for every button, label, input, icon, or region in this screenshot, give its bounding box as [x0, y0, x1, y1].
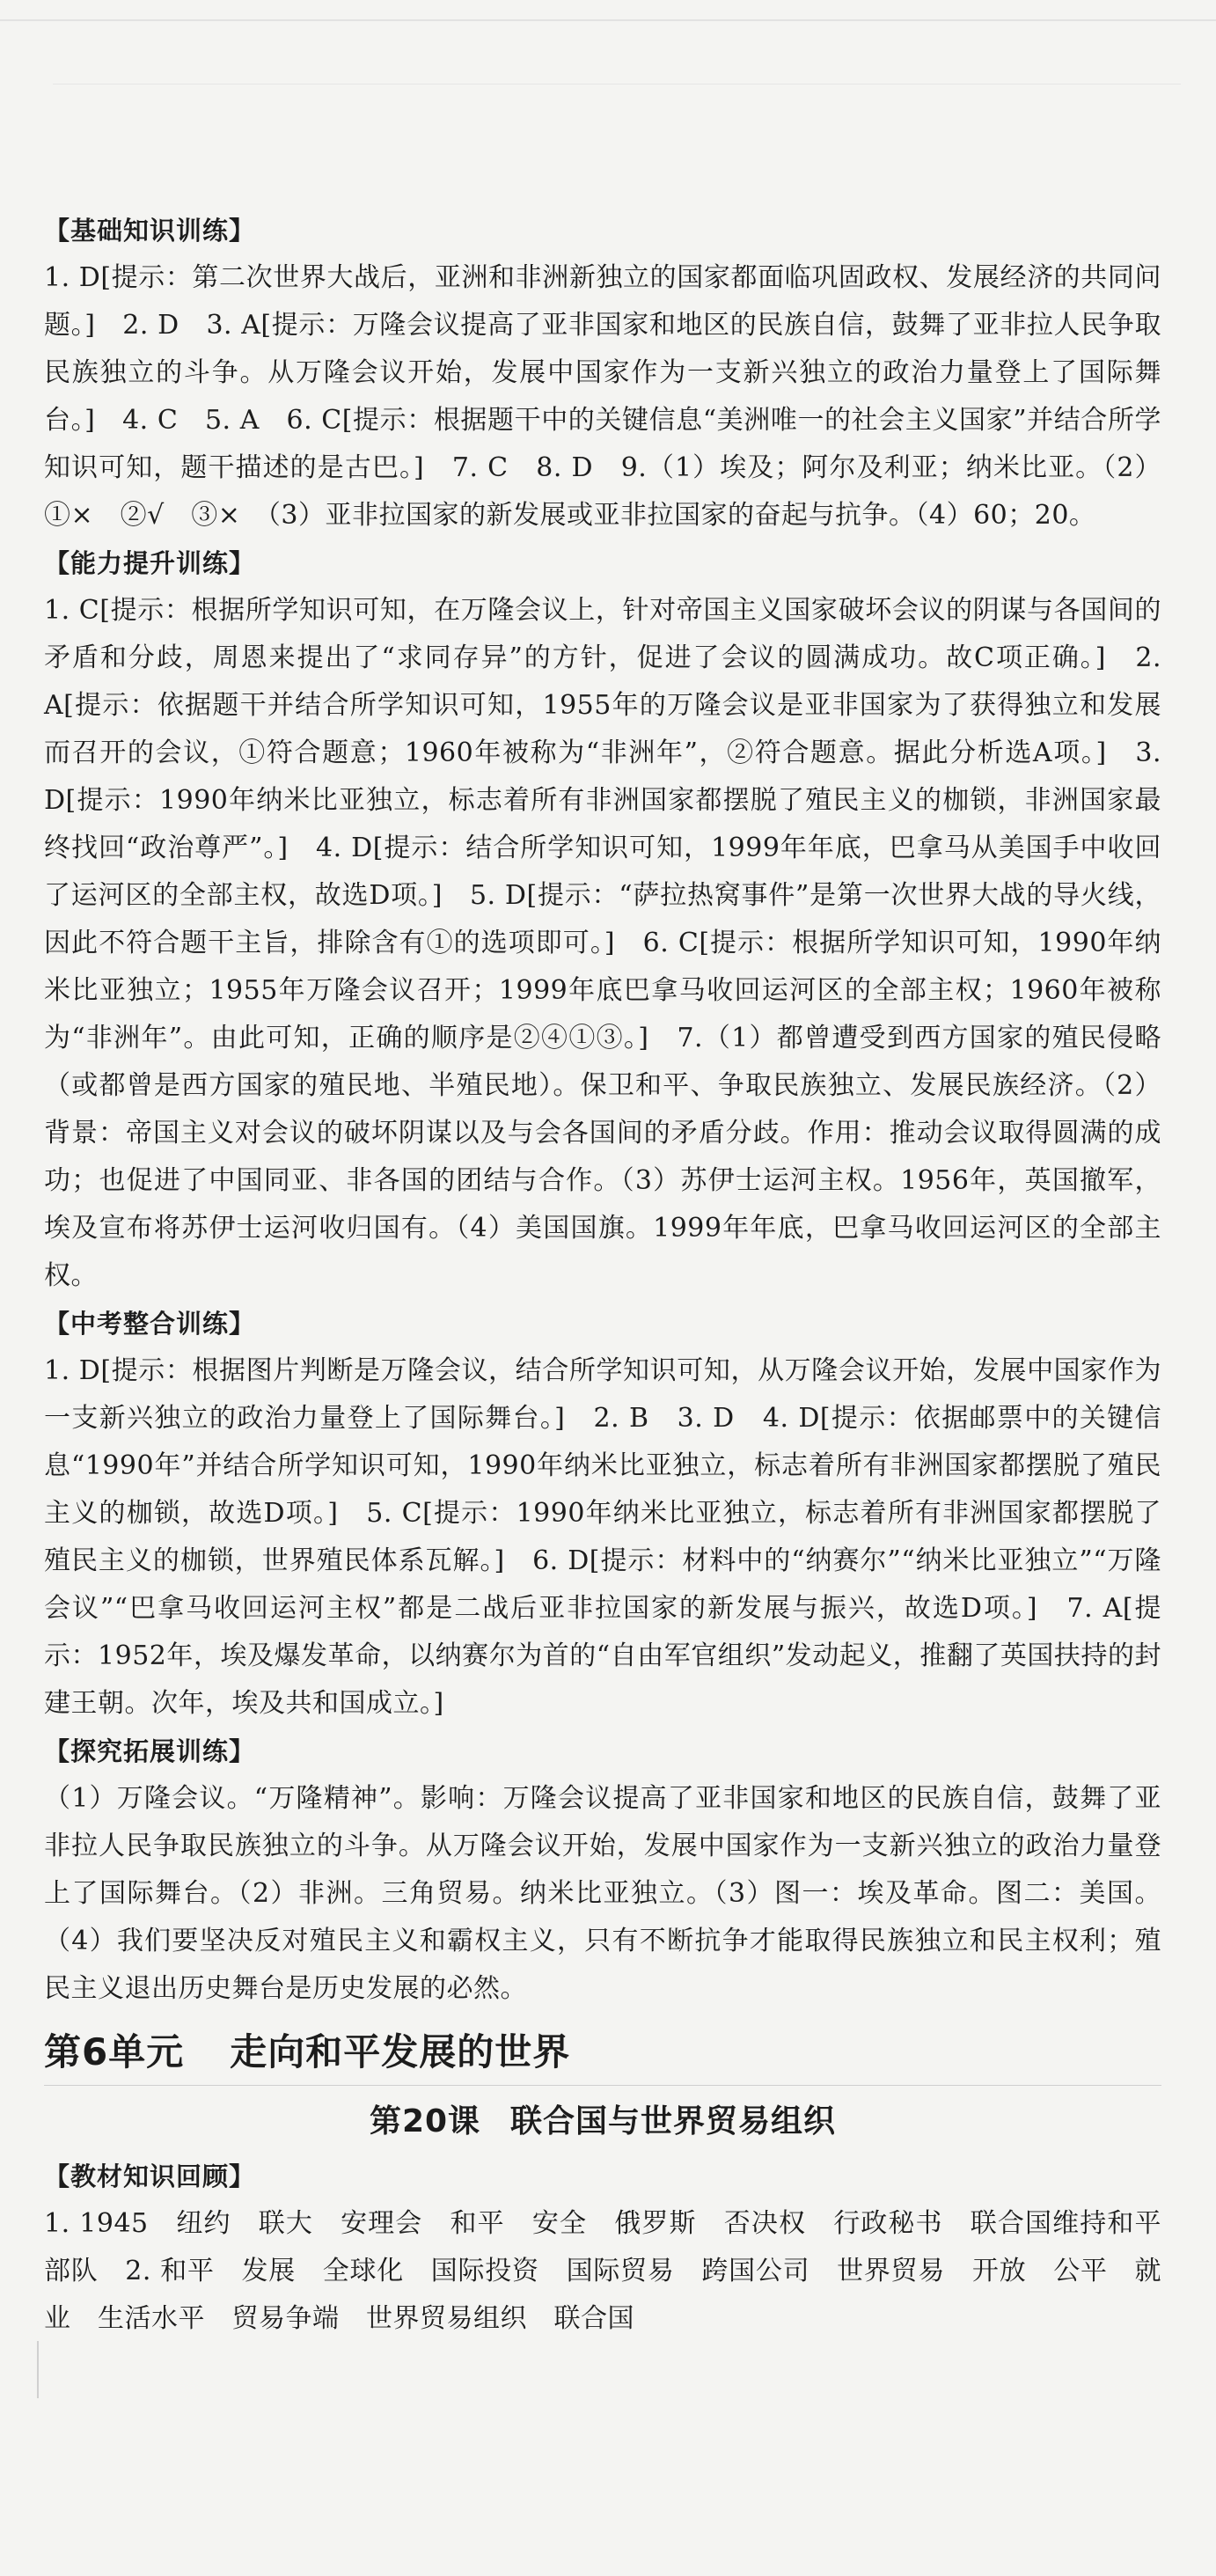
- section-ability: [44, 539, 1161, 1300]
- unit-name: 走向和平发展的世界: [230, 2030, 571, 2073]
- section-heading: 【中考整合训练】: [44, 1309, 256, 1339]
- section-heading: 【教材知识回顾】: [44, 2161, 256, 2191]
- left-margin-line: [37, 2341, 39, 2398]
- section-text: 1. D[提示：根据图片判断是万隆会议，结合所学知识可知，从万隆会议开始，发展中国家作为一支新兴独立的政治力量登上了国际舞台。] 2. B 3. D 4. D[提示：依据邮票中的关键信息“1990年”并结合所学知识可知，1990年纳米比亚独立，标志着所有非洲国家都摆脱了殖民主义的枷锁，故选D项。] 5. C[提示：1990年纳米比亚独立，标志着所有非洲国家都摆脱了殖民主义的枷锁，世界殖民体系瓦解。] 6. D[提示：材料中的“纳赛尔”“纳米比亚独立”“万隆会议”“巴拿马收回运河主权”都是二战后亚非拉国家的新发展与振兴，故选D项。] 7. A[提示：1952年，埃及爆发革命，以纳赛尔为首的“自由军官组织”发动起义，推翻了英国扶持的封建王朝。次年，埃及共和国成立。]: [44, 1355, 1161, 1719]
- section-heading: 【能力提升训练】: [44, 548, 256, 578]
- section-heading: 【探究拓展训练】: [44, 1736, 256, 1766]
- section-explore: [44, 1728, 1161, 2013]
- top-edge-line: [0, 19, 1216, 21]
- unit-label: 第6单元: [44, 2030, 185, 2073]
- section-heading: 【基础知识训练】: [44, 216, 256, 246]
- section-basic: [44, 207, 1161, 539]
- answer-page: [44, 207, 1161, 2343]
- section-exam: [44, 1300, 1161, 1728]
- section-text: 1. D[提示：第二次世界大战后，亚洲和非洲新独立的国家都面临巩固政权、发展经济的共同问题。] 2. D 3. A[提示：万隆会议提高了亚非国家和地区的民族自信，鼓舞了亚非拉人民争取民族独立的斗争。从万隆会议开始，发展中国家作为一支新兴独立的政治力量登上了国际舞台。] 4. C 5. A 6. C[提示：根据题干中的关键信息“美洲唯一的社会主义国家”并结合所学知识可知，题干描述的是古巴。] 7. C 8. D 9.（1）埃及；阿尔及利亚；纳米比亚。（2）①× ②√ ③× （3）亚非拉国家的新发展或亚非拉国家的奋起与抗争。（4）60；20。: [44, 262, 1161, 531]
- section-text: 1. C[提示：根据所学知识可知，在万隆会议上，针对帝国主义国家破坏会议的阴谋与各国间的矛盾和分歧，周恩来提出了“求同存异”的方针，促进了会议的圆满成功。故C项正确。] 2. A[提示：依据题干并结合所学知识可知，1955年的万隆会议是亚非国家为了获得独立和发展而召开的会议，①符合题意；1960年被称为“非洲年”，②符合题意。据此分析选A项。] 3. D[提示：1990年纳米比亚独立，标志着所有非洲国家都摆脱了殖民主义的枷锁，非洲国家最终找回“政治尊严”。] 4. D[提示：结合所学知识可知，1999年年底，巴拿马从美国手中收回了运河区的全部主权，故选D项。] 5. D[提示：“萨拉热窝事件”是第一次世界大战的导火线，因此不符合题干主旨，排除含有①的选项即可。] 6. C[提示：根据所学知识可知，1990年纳米比亚独立；1955年万隆会议召开；1999年底巴拿马收回运河区的全部主权；1960年被称为“非洲年”。由此可知，正确的顺序是②④①③。] 7.（1）都曾遭受到西方国家的殖民侵略（或都曾是西方国家的殖民地、半殖民地）。保卫和平、争取民族独立、发展民族经济。（2）背景：帝国主义对会议的破坏阴谋以及与会各国间的矛盾分歧。作用：推动会议取得圆满的成功；也促进了中国同亚、非各国的团结与合作。（3）苏伊士运河主权。1956年，英国撤军，埃及宣布将苏伊士运河收归国有。（4）美国国旗。1999年年底，巴拿马收回运河区的全部主权。: [44, 595, 1161, 1291]
- lesson-name: 联合国与世界贸易组织: [510, 2103, 837, 2139]
- lesson-title: [44, 2091, 1161, 2153]
- lesson-label: 第20课: [369, 2103, 481, 2139]
- section-text: 1. 1945 纽约 联大 安理会 和平 安全 俄罗斯 否决权 行政秘书 联合国维持和平部队 2. 和平 发展 全球化 国际投资 国际贸易 跨国公司 世界贸易 开放 公平 就业 生活水平 贸易争端 世界贸易组织 联合国: [44, 2208, 1161, 2334]
- unit-title: [44, 2025, 1161, 2080]
- section-text: （1）万隆会议。“万隆精神”。影响：万隆会议提高了亚非国家和地区的民族自信，鼓舞了亚非拉人民争取民族独立的斗争。从万隆会议开始，发展中国家作为一支新兴独立的政治力量登上了国际舞台。（2）非洲。三角贸易。纳米比亚独立。（3）图一：埃及革命。图二：美国。（4）我们要坚决反对殖民主义和霸权主义，只有不断抗争才能取得民族独立和民主权利；殖民主义退出历史舞台是历史发展的必然。: [44, 1783, 1161, 2004]
- unit-divider: [44, 2085, 1161, 2086]
- section-review: [44, 2153, 1161, 2343]
